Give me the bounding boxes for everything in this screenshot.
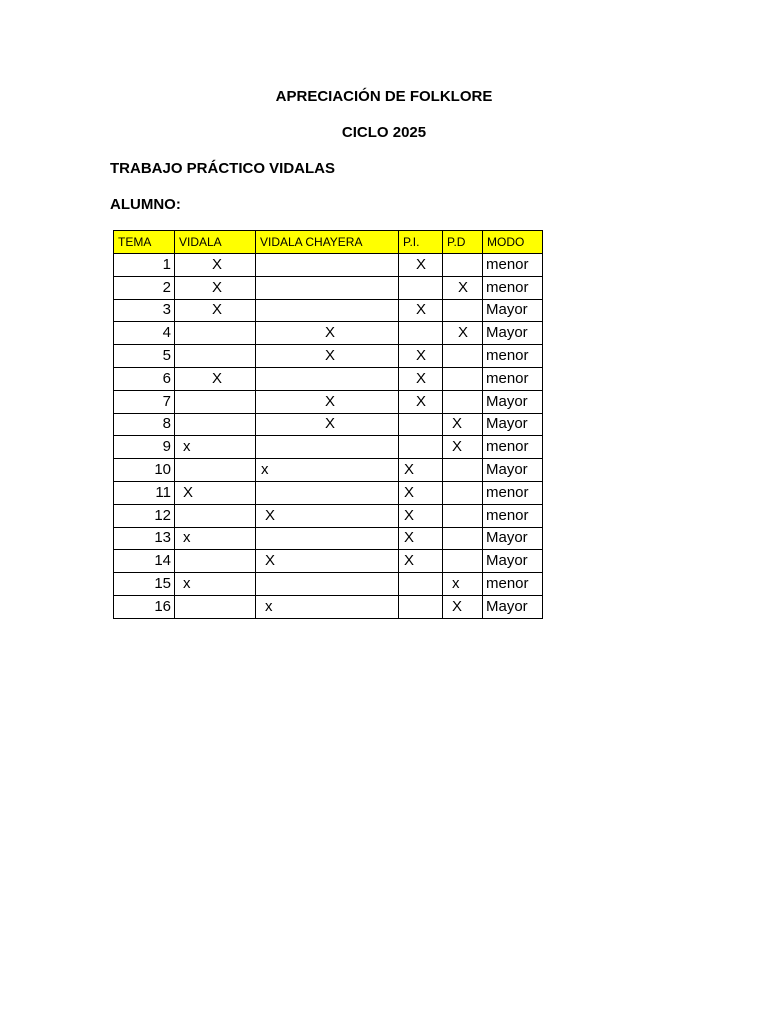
cell-modo [483,276,543,299]
cell-pi [399,276,443,299]
cell-modo-value: Mayor [486,324,528,342]
cell-pd-value: X [452,597,463,615]
cell-vidala-value: x [183,529,191,547]
cell-modo-value: menor [486,278,529,296]
cell-tema-value: 12 [154,506,171,524]
cell-vidala-chayera [256,390,399,413]
cell-vidala [175,481,256,504]
cell-pi-value: X [416,301,427,319]
cell-vidala [175,595,256,618]
cell-vidala-chayera [256,504,399,527]
cell-tema [114,595,175,618]
cell-pi [399,459,443,482]
cell-modo-value: menor [486,438,529,456]
cell-vidala-chayera [256,436,399,459]
header-vidala: VIDALA [175,231,256,254]
cell-pi-value: X [416,369,427,387]
cell-modo-value: Mayor [486,392,528,410]
cell-vidala-value: X [212,255,223,273]
table-row [114,550,543,573]
header-pi: P.I. [399,231,443,254]
cell-modo [483,390,543,413]
cell-pd [443,390,483,413]
cell-pd [443,345,483,368]
cell-tema-value: 16 [154,597,171,615]
cell-vidala-chayera-value: X [325,392,336,410]
cell-tema [114,276,175,299]
table-row [114,390,543,413]
cell-modo [483,595,543,618]
cell-vidala [175,459,256,482]
cell-pi-value: X [416,255,427,273]
table-row [114,527,543,550]
cell-vidala-chayera [256,254,399,277]
cell-pi [399,573,443,596]
cell-vidala-chayera-value: X [325,324,336,342]
cell-modo [483,367,543,390]
cell-vidala [175,345,256,368]
cell-vidala-chayera [256,459,399,482]
cell-pi [399,345,443,368]
table-row [114,413,543,436]
cell-vidala-value: X [212,278,223,296]
cell-modo [483,299,543,322]
cell-vidala-chayera [256,413,399,436]
table-row [114,276,543,299]
cell-vidala-value: X [212,369,223,387]
cell-vidala [175,322,256,345]
cell-pd [443,436,483,459]
table-row [114,573,543,596]
cell-pd [443,573,483,596]
cell-vidala [175,550,256,573]
cell-tema-value: 4 [162,324,171,342]
table-row [114,481,543,504]
cell-tema [114,436,175,459]
cell-pi-value: X [404,483,415,501]
cell-pi [399,367,443,390]
cell-pd-value: X [452,438,463,456]
cell-modo-value: Mayor [486,415,528,433]
cell-modo [483,550,543,573]
cell-tema [114,413,175,436]
cell-pi [399,299,443,322]
header-tema: TEMA [114,231,175,254]
cell-tema-value: 9 [162,438,171,456]
header-modo: MODO [483,231,543,254]
cell-vidala-value: X [212,301,223,319]
cell-tema-value: 2 [162,278,171,296]
cell-pd [443,527,483,550]
cell-pd [443,481,483,504]
cell-vidala-chayera [256,276,399,299]
cell-pi [399,322,443,345]
cell-tema-value: 10 [154,461,171,479]
cell-modo [483,413,543,436]
cell-modo [483,573,543,596]
cell-vidala [175,299,256,322]
student-label: ALUMNO: [110,196,181,213]
cell-pd [443,322,483,345]
cell-modo [483,322,543,345]
table-row [114,595,543,618]
cell-pi [399,254,443,277]
cell-vidala [175,390,256,413]
cell-modo-value: menor [486,506,529,524]
cell-vidala-chayera [256,299,399,322]
cell-pi-value: X [416,392,427,410]
cell-tema [114,345,175,368]
cell-pi [399,436,443,459]
cell-pi-value: X [404,552,415,570]
document-title: APRECIACIÓN DE FOLKLORE [275,88,493,105]
cell-tema [114,459,175,482]
cell-modo [483,527,543,550]
cell-vidala [175,367,256,390]
cell-vidala-chayera-value: x [265,597,273,615]
cell-modo-value: menor [486,483,529,501]
cell-tema [114,504,175,527]
header-vidala-chayera: VIDALA CHAYERA [256,231,399,254]
table-row [114,254,543,277]
cell-modo-value: Mayor [486,461,528,479]
cell-tema-value: 14 [154,552,171,570]
cell-modo [483,436,543,459]
cell-tema [114,550,175,573]
cell-modo-value: menor [486,347,529,365]
cell-pd-value: X [458,278,469,296]
cell-pd [443,504,483,527]
cell-modo-value: Mayor [486,597,528,615]
table-row [114,322,543,345]
cell-modo-value: menor [486,575,529,593]
table-header-row [114,231,543,254]
cell-modo [483,459,543,482]
cell-tema [114,367,175,390]
cell-pd-value: X [452,415,463,433]
cell-vidala-chayera [256,573,399,596]
cell-pi [399,504,443,527]
cell-vidala-chayera [256,595,399,618]
cell-tema [114,573,175,596]
cell-pd-value: x [452,575,460,593]
cell-tema-value: 13 [154,529,171,547]
table-row [114,367,543,390]
cell-pi-value: X [404,461,415,479]
cell-tema-value: 6 [162,369,171,387]
cell-tema [114,299,175,322]
cell-vidala [175,573,256,596]
cell-pi [399,481,443,504]
cell-vidala-value: X [183,483,194,501]
cell-pi [399,413,443,436]
cell-vidala [175,413,256,436]
cell-vidala-chayera [256,550,399,573]
cell-vidala-chayera-value: X [325,347,336,365]
table-body [114,254,543,619]
cell-tema-value: 8 [162,415,171,433]
cell-modo-value: menor [486,369,529,387]
cell-vidala [175,436,256,459]
cell-modo [483,254,543,277]
cell-pi [399,390,443,413]
cell-tema [114,527,175,550]
cell-vidala-chayera [256,322,399,345]
cell-tema [114,481,175,504]
cell-tema [114,390,175,413]
table-row [114,459,543,482]
cell-vidala-value: x [183,438,191,456]
cell-modo-value: Mayor [486,552,528,570]
cell-tema-value: 1 [162,255,171,273]
cell-vidala-chayera-value: x [261,461,269,479]
header-pd: P.D [443,231,483,254]
cell-pd [443,413,483,436]
cell-tema [114,254,175,277]
cell-vidala [175,527,256,550]
cell-vidala-chayera [256,367,399,390]
cell-pd [443,550,483,573]
cell-tema-value: 11 [155,483,171,501]
cell-tema-value: 7 [162,392,171,410]
cell-modo [483,504,543,527]
cell-vidala-chayera [256,481,399,504]
cell-pi [399,595,443,618]
cell-vidala [175,276,256,299]
cell-pd-value: X [458,324,469,342]
table-row [114,436,543,459]
table-row [114,299,543,322]
cell-vidala-chayera [256,527,399,550]
cell-modo [483,345,543,368]
document-cycle: CICLO 2025 [341,124,427,141]
cell-pi [399,550,443,573]
cell-tema [114,322,175,345]
assignment-heading: TRABAJO PRÁCTICO VIDALAS [110,160,336,177]
cell-pd [443,276,483,299]
cell-pd [443,367,483,390]
cell-modo-value: Mayor [486,529,528,547]
cell-tema-value: 3 [162,301,171,319]
cell-pd [443,595,483,618]
cell-pi-value: X [416,347,427,365]
cell-vidala-chayera [256,345,399,368]
cell-pi [399,527,443,550]
cell-pd [443,459,483,482]
cell-vidala-chayera-value: X [325,415,336,433]
cell-modo-value: Mayor [486,301,528,319]
answers-table [113,230,543,619]
cell-pi-value: X [404,506,415,524]
cell-vidala [175,504,256,527]
cell-vidala-value: x [183,575,191,593]
cell-vidala-chayera-value: X [265,506,276,524]
table-row [114,504,543,527]
cell-tema-value: 15 [154,575,171,593]
cell-pi-value: X [404,529,415,547]
cell-tema-value: 5 [162,347,171,365]
cell-pd [443,254,483,277]
cell-vidala [175,254,256,277]
cell-pd [443,299,483,322]
table-row [114,345,543,368]
cell-modo-value: menor [486,255,529,273]
cell-modo [483,481,543,504]
cell-vidala-chayera-value: X [265,552,276,570]
